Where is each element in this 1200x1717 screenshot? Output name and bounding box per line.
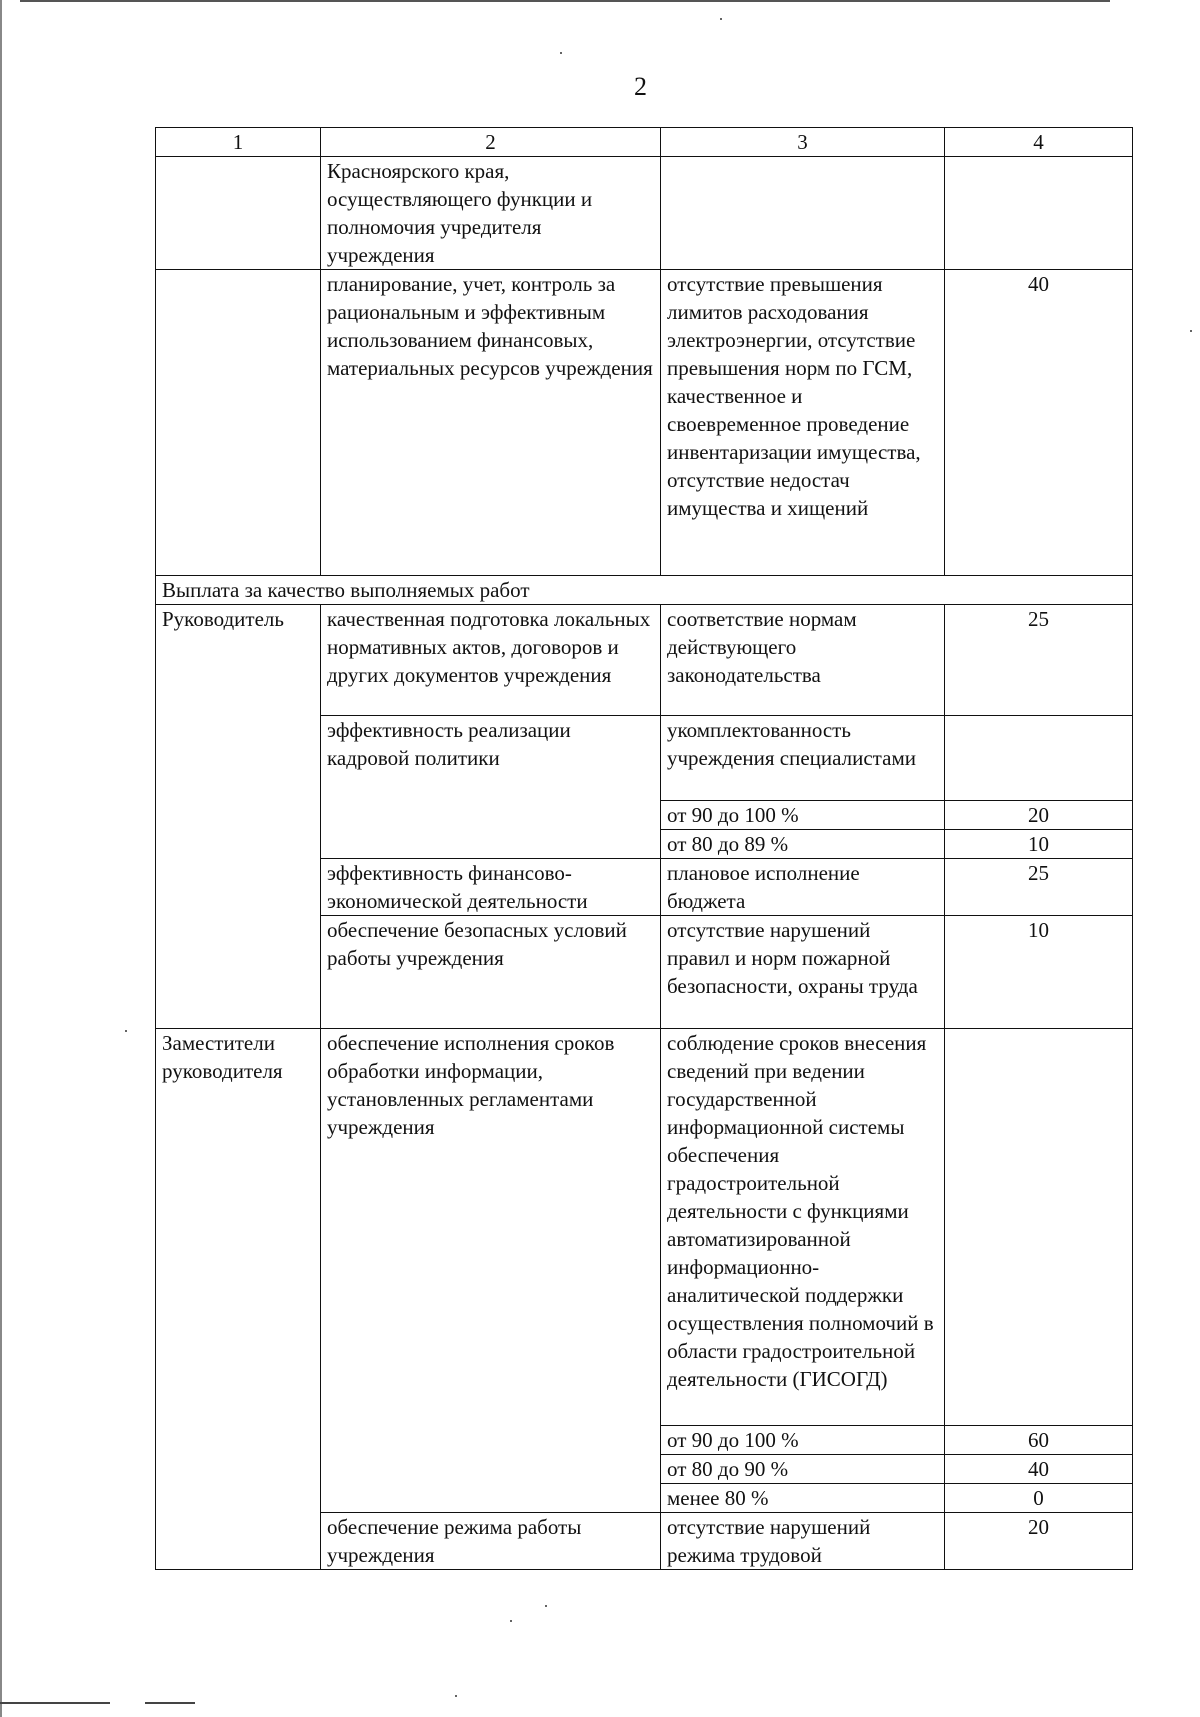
points-cell: 40	[945, 270, 1133, 576]
scan-speck	[560, 52, 562, 54]
points-cell: 0	[945, 1484, 1133, 1513]
condition-cell: соответствие нормам действующего законодательства	[661, 605, 945, 716]
points-cell: 60	[945, 1426, 1133, 1455]
column-header: 1	[156, 128, 321, 157]
condition-cell: укомплектованность учреждения специалистами	[661, 716, 945, 801]
table-row	[156, 270, 1133, 576]
points-cell: 20	[945, 801, 1133, 830]
criterion-cell: эффективность реализации кадровой политики	[321, 716, 661, 859]
criterion-cell: обеспечение безопасных условий работы учреждения	[321, 916, 661, 1029]
scan-left-edge	[0, 0, 2, 1717]
table-row	[156, 157, 1133, 270]
condition-cell: от 90 до 100 %	[661, 1426, 945, 1455]
scan-speck	[1190, 330, 1192, 332]
scan-speck	[720, 18, 722, 20]
criterion-cell: планирование, учет, контроль за рациональным и эффективным использованием финансовых, материальных ресурсов учреждения	[321, 270, 661, 576]
criterion-cell: обеспечение режима работы учреждения	[321, 1513, 661, 1570]
points-cell: 10	[945, 830, 1133, 859]
scan-speck	[545, 1605, 547, 1607]
column-header: 3	[661, 128, 945, 157]
scan-top-edge	[20, 0, 1110, 2]
condition-cell: соблюдение сроков внесения сведений при ведении государственной информационной системы обеспечения градостроительной деятельности с функциями автоматизированной информационно-аналитической поддержки осуществления полномочий в области градостроительной деятельности (ГИСОГД)	[661, 1029, 945, 1426]
position-cell-director: Руководитель	[156, 605, 321, 1029]
section-title-row	[156, 576, 1133, 605]
criterion-cell: эффективность финансово-экономической деятельности	[321, 859, 661, 916]
points-cell: 25	[945, 859, 1133, 916]
points-cell: 20	[945, 1513, 1133, 1570]
condition-cell: отсутствие превышения лимитов расходования электроэнергии, отсутствие превышения норм по ГСМ, качественное и своевременное проведение инвентаризации имущества, отсутствие недостач имущества и хищений	[661, 270, 945, 576]
page-number: 2	[634, 72, 647, 101]
points-cell	[945, 157, 1133, 270]
position-cell	[156, 270, 321, 576]
scan-artifact-line	[0, 1702, 110, 1704]
table-row	[156, 605, 1133, 716]
scan-speck	[125, 1030, 127, 1032]
condition-cell: отсутствие нарушений правил и норм пожарной безопасности, охраны труда	[661, 916, 945, 1029]
condition-cell: отсутствие нарушений режима трудовой	[661, 1513, 945, 1570]
table-row	[156, 1029, 1133, 1426]
condition-cell: от 80 до 89 %	[661, 830, 945, 859]
position-cell	[156, 157, 321, 270]
column-header: 4	[945, 128, 1133, 157]
section-title: Выплата за качество выполняемых работ	[156, 576, 1133, 605]
criterion-cell: обеспечение исполнения сроков обработки информации, установленных регламентами учреждения	[321, 1029, 661, 1513]
criterion-cell: качественная подготовка локальных нормативных актов, договоров и других документов учреждения	[321, 605, 661, 716]
condition-cell: от 90 до 100 %	[661, 801, 945, 830]
table-header-row	[156, 128, 1133, 157]
scan-speck	[455, 1695, 457, 1697]
points-cell	[945, 1029, 1133, 1426]
condition-cell: от 80 до 90 %	[661, 1455, 945, 1484]
criterion-cell: Красноярского края, осуществляющего функции и полномочия учредителя учреждения	[321, 157, 661, 270]
condition-cell: менее 80 %	[661, 1484, 945, 1513]
scan-speck	[510, 1620, 512, 1622]
points-cell: 25	[945, 605, 1133, 716]
points-cell	[945, 716, 1133, 801]
condition-cell: плановое исполнение бюджета	[661, 859, 945, 916]
position-cell-deputies: Заместители руководителя	[156, 1029, 321, 1570]
points-cell: 10	[945, 916, 1133, 1029]
bonus-criteria-table	[155, 127, 1133, 1570]
column-header: 2	[321, 128, 661, 157]
condition-cell	[661, 157, 945, 270]
points-cell: 40	[945, 1455, 1133, 1484]
scan-artifact-line	[145, 1702, 195, 1704]
